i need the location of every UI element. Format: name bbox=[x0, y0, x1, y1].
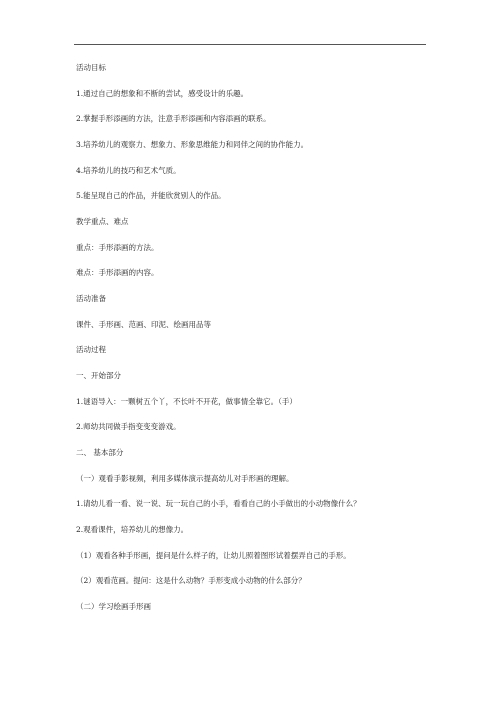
goal-item-1: 1.通过自己的想象和不断的尝试，感受设计的乐趣。 bbox=[76, 89, 249, 98]
header-rule bbox=[74, 44, 426, 45]
process-step-courseware: 2.观看课件，培养幼儿的想像力。 bbox=[76, 525, 189, 534]
process-part-1-heading: 一、开始部分 bbox=[76, 371, 121, 380]
preparation-materials: 课件、手形画、范画、印泥、绘画用品等 bbox=[76, 320, 211, 329]
section-heading-preparation: 活动准备 bbox=[76, 294, 106, 303]
section-heading-goals: 活动目标 bbox=[76, 63, 106, 72]
section-heading-process: 活动过程 bbox=[76, 345, 106, 354]
process-step-hands: 1.请幼儿看一看、说一说、玩一玩自己的小手，看看自己的小手做出的小动物像什么？ bbox=[76, 499, 361, 508]
process-step-riddle: 1.谜语导入：一颗树五个丫，不长叶不开花，做事情全靠它。（手） bbox=[76, 397, 297, 406]
key-point: 重点：手形添画的方法。 bbox=[76, 243, 159, 252]
subsection-shadow-video: （一）观看手影视频，利用多媒体演示提高幼儿对手形画的理解。 bbox=[76, 474, 294, 483]
subsection-learn-drawing: （二）学习绘画手形画 bbox=[76, 602, 151, 611]
difficult-point: 难点：手形添画的内容。 bbox=[76, 268, 159, 277]
goal-item-5: 5.能呈现自己的作品，并能欣赏别人的作品。 bbox=[76, 191, 226, 200]
section-heading-key-points: 教学重点、难点 bbox=[76, 217, 129, 226]
goal-item-2: 2.掌握手形添画的方法，注意手形添画和内容添画的联系。 bbox=[76, 114, 271, 123]
process-part-2-heading: 二、 基本部分 bbox=[76, 448, 124, 457]
process-step-finger-game: 2.师幼共同做手指变变变游戏。 bbox=[76, 422, 181, 431]
process-substep-sample-pictures: （2）观看范画。提问：这是什么动物？手形变成小动物的什么部分？ bbox=[76, 576, 306, 585]
process-substep-hand-pictures: （1）观看各种手形画，提问是什么样子的，让幼儿照着图形试着摆弄自己的手形。 bbox=[76, 551, 351, 560]
goal-item-3: 3.培养幼儿的观察力、想象力、形象思维能力和同伴之间的协作能力。 bbox=[76, 140, 309, 149]
goal-item-4: 4.培养幼儿的技巧和艺术气质。 bbox=[76, 166, 181, 175]
